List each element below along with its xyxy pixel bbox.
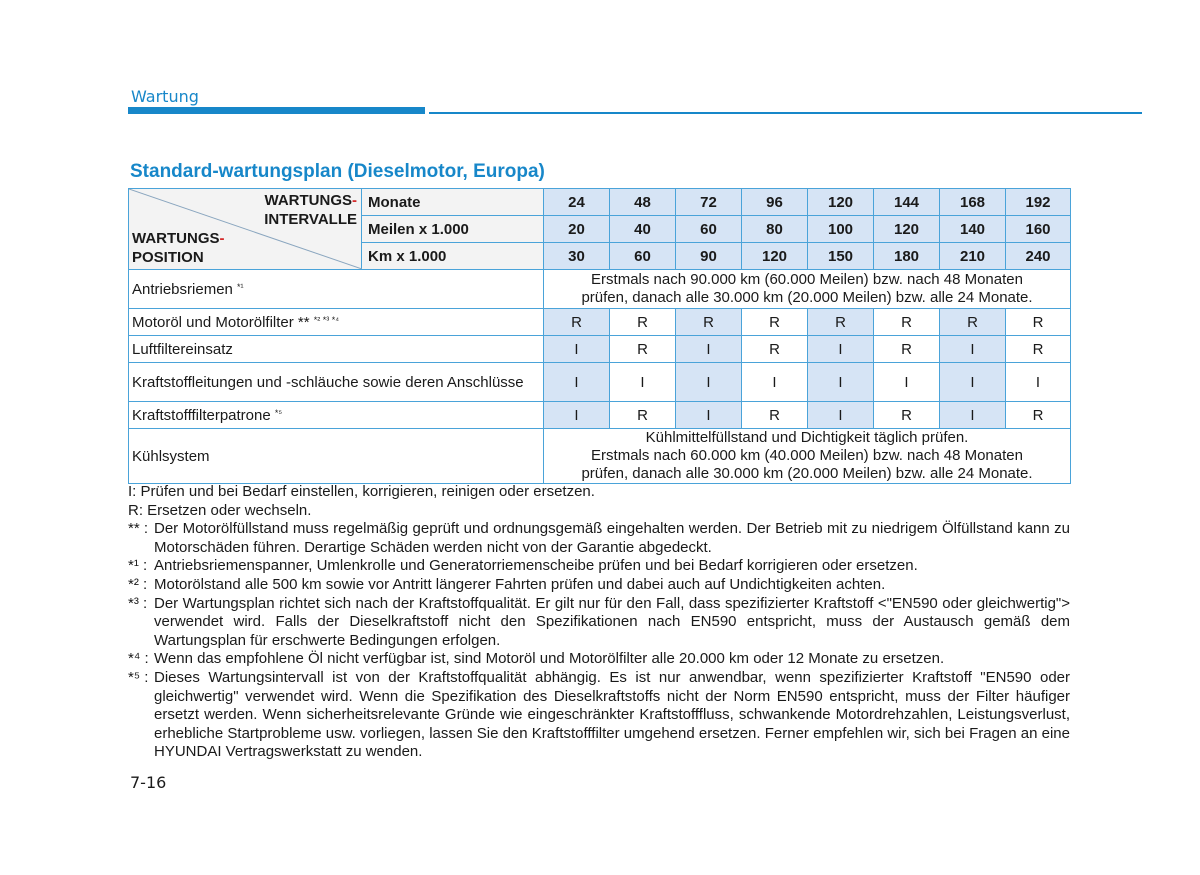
footnote-mark: *² : [128, 575, 148, 593]
header-rule-thick [128, 107, 425, 114]
header-value: 160 [1006, 216, 1071, 243]
footnote-mark: *³ : [128, 594, 148, 612]
footnote-text: Wenn das empfohlene Öl nicht verfügbar ist, sind Motoröl und Motorölfilter alle 20.000 km oder 12 Monate zu ersetzen. [154, 650, 945, 668]
table-row [129, 336, 1071, 363]
interval-cell: R [742, 402, 808, 429]
footnote [128, 669, 1070, 762]
header-value: 72 [676, 189, 742, 216]
interval-cell: I [874, 363, 940, 402]
interval-cell: R [808, 309, 874, 336]
interval-cell: I [940, 402, 1006, 429]
header-row-months [129, 189, 1071, 216]
interval-cell: R [874, 309, 940, 336]
header-value: 210 [940, 243, 1006, 270]
interval-cell: I [1006, 363, 1071, 402]
header-value: 40 [610, 216, 676, 243]
interval-cell: I [676, 402, 742, 429]
corner-intervals-label: WARTUNGS- INTERVALLE [264, 192, 357, 228]
header-value: 80 [742, 216, 808, 243]
header-value: 120 [808, 189, 874, 216]
table-row [129, 309, 1071, 336]
header-value: 192 [1006, 189, 1071, 216]
footnote-ref: *¹ [237, 281, 244, 292]
row-item-name: Kraftstoffleitungen und -schläuche sowie deren Anschlüsse [129, 363, 544, 402]
row-item-name: Kraftstofffilterpatrone $^{*^5}$ [129, 402, 544, 429]
interval-cell: I [808, 336, 874, 363]
interval-cell: I [742, 363, 808, 402]
merged-interval-text: Kühlmittelfüllstand und Dichtigkeit täglich prüfen. Erstmals nach 60.000 km (40.000 Meilen) bzw. nach 48 Monaten prüfen, danach alle 30.000 km (20.000 Meilen) bzw. alle 24 Monate. [544, 429, 1071, 484]
interval-cell: R [742, 336, 808, 363]
row-item-name: Kühlsystem [129, 429, 544, 484]
interval-cell: R [610, 336, 676, 363]
interval-cell: R [874, 402, 940, 429]
header-value: 180 [874, 243, 940, 270]
header-label-months: Monate [362, 189, 544, 216]
interval-cell: R [676, 309, 742, 336]
header-value: 100 [808, 216, 874, 243]
footnote-ref: *² *³ *⁴ [313, 314, 340, 325]
interval-cell: I [808, 363, 874, 402]
interval-cell: R [1006, 402, 1071, 429]
footnote [128, 650, 1070, 669]
table-row [129, 402, 1071, 429]
page-number: 7-16 [130, 773, 167, 792]
legend-i: I: Prüfen und bei Bedarf einstellen, korrigieren, reinigen oder ersetzen. [128, 483, 595, 500]
interval-cell: I [940, 363, 1006, 402]
header-value: 30 [544, 243, 610, 270]
header-value: 20 [544, 216, 610, 243]
interval-cell: R [940, 309, 1006, 336]
interval-cell: R [1006, 336, 1071, 363]
header-value: 60 [676, 216, 742, 243]
notes [128, 483, 1070, 762]
header-value: 90 [676, 243, 742, 270]
header-value: 150 [808, 243, 874, 270]
table-row [129, 363, 1071, 402]
header-label-miles: Meilen x 1.000 [362, 216, 544, 243]
footnote-mark: *¹ : [128, 557, 148, 575]
footnotes [128, 520, 1070, 762]
header-value: 24 [544, 189, 610, 216]
row-item-name: Motoröl und Motorölfilter ** $^{*^2 *^3 *^4}$ [129, 309, 544, 336]
interval-cell: R [1006, 309, 1071, 336]
header-value: 120 [742, 243, 808, 270]
interval-cell: I [544, 363, 610, 402]
footnote-text: Antriebsriemenspanner, Umlenkrolle und Generatorriemenscheibe prüfen und bei Bedarf korrigieren oder ersetzen. [154, 557, 918, 575]
section-label: Wartung [131, 87, 199, 106]
footnote-mark: ** : [128, 520, 149, 538]
footnote-text: Der Motorölfüllstand muss regelmäßig geprüft und ordnungsgemäß eingehalten werden. Der Betrieb mit zu niedrigem Ölfüllstand kann zu Motorschäden führen. Derartige Schäden werden nicht von der Garantie abgedeckt. [154, 520, 1070, 556]
merged-interval-text: Erstmals nach 90.000 km (60.000 Meilen) bzw. nach 48 Monaten prüfen, danach alle 30.000 km (20.000 Meilen) bzw. alle 24 Monate. [544, 270, 1071, 309]
header-rule-thin [429, 112, 1142, 114]
table-row [129, 270, 1071, 309]
interval-cell: R [610, 309, 676, 336]
header-label-km: Km x 1.000 [362, 243, 544, 270]
row-item-name: Luftfiltereinsatz [129, 336, 544, 363]
page-title: Standard-wartungsplan (Dieselmotor, Europa) [130, 161, 545, 182]
footnote-text: Der Wartungsplan richtet sich nach der Kraftstoffqualität. Er gilt nur für den Fall, dass spezifizierter Kraftstoff <"EN590 oder gleichwertig"> verwendet wird. Falls der Dieselkraftstoff nicht den Spezifikationen nach EN590 entspricht, muss der Austausch gemäß dem Wartungsplan für erschwerte Bedingungen erfolgen. [154, 594, 1070, 649]
interval-cell: I [676, 363, 742, 402]
footnote [128, 576, 1070, 595]
footnote [128, 557, 1070, 576]
interval-cell: I [544, 402, 610, 429]
header-value: 168 [940, 189, 1006, 216]
interval-cell: R [544, 309, 610, 336]
interval-cell: R [742, 309, 808, 336]
interval-cell: R [874, 336, 940, 363]
table-row [129, 429, 1071, 484]
footnote-mark: *⁴ : [128, 650, 149, 668]
header-value: 96 [742, 189, 808, 216]
maintenance-table [128, 188, 1071, 484]
footnote-ref: *⁵ [274, 407, 283, 418]
header-value: 120 [874, 216, 940, 243]
row-item-name: Antriebsriemen $^{*^1}$ [129, 270, 544, 309]
corner-position-label: WARTUNGS- POSITION [132, 230, 225, 266]
header-value: 240 [1006, 243, 1071, 270]
footnote [128, 595, 1070, 651]
header-value: 60 [610, 243, 676, 270]
interval-cell: I [544, 336, 610, 363]
interval-cell: I [610, 363, 676, 402]
interval-cell: I [808, 402, 874, 429]
legend-r: R: Ersetzen oder wechseln. [128, 501, 312, 519]
footnote [128, 520, 1070, 557]
interval-cell: I [676, 336, 742, 363]
footnote-text: Dieses Wartungsintervall ist von der Kraftstoffqualität abhängig. Es ist nur anwendbar, wenn spezifizierter Kraftstoff "EN590 oder gleichwertig" verwendet wird. Wenn die Spezifikation des Dieselkraftstoffs nicht der Norm EN590 entspricht, muss der Filter häufiger ersetzt werden. Wenn sicherheitsrelevante Gründe wie eingeschränkter Kraftstofffluss, schwankende Motordrehzahlen, Leistungsverlust, erhebliche Startprobleme usw. vorliegen, lassen Sie den Kraftstofffilter umgehend ersetzen. Ferner empfehlen wir, sich bei Fragen an eine HYUNDAI Vertragswerkstatt zu wenden. [154, 668, 1070, 761]
corner-cell [129, 189, 362, 270]
interval-cell: R [610, 402, 676, 429]
interval-cell: I [940, 336, 1006, 363]
header-value: 144 [874, 189, 940, 216]
footnote-mark: *⁵ : [128, 668, 149, 686]
footnote-text: Motorölstand alle 500 km sowie vor Antritt längerer Fahrten prüfen und dabei auch auf Undichtigkeiten achten. [154, 575, 886, 593]
header-value: 140 [940, 216, 1006, 243]
header-value: 48 [610, 189, 676, 216]
